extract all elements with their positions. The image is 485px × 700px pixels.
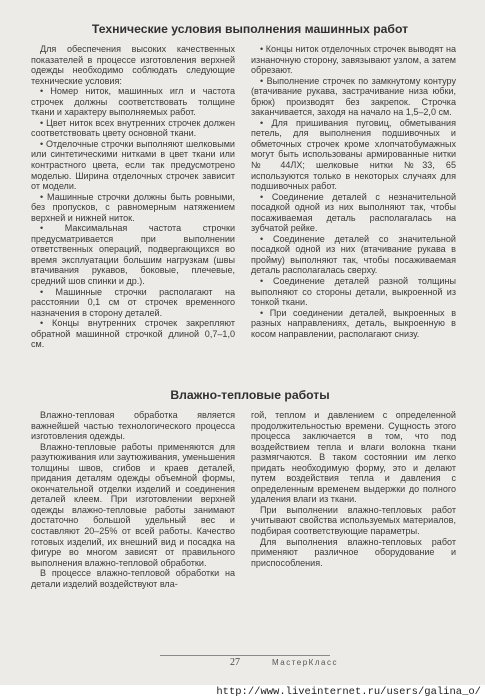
footer-rule <box>160 655 330 656</box>
column-2 <box>251 44 456 339</box>
paragraph: • Соединение деталей с незначительной посадкой одной из них выполняют так, чтобы посаживаемая деталь располагалась на зубчатой рейке. <box>251 191 456 234</box>
paragraph: • Номер ниток, машинных игл и частота строчек должны соответствовать толщине ткани и характеру выполняемых работ. <box>31 86 235 118</box>
paragraph: • Машинные строчки располагают на расстоянии 0,1 см от строчек временного назначения в сторону деталей. <box>31 286 235 318</box>
paragraph: Влажно-тепловые работы применяются для разутюживания или заутюживания, уменьшения толщины швов, сгибов и краев деталей, придания деталям одежды объемной формы, окончательной отделки изделий и соединения деталей клеем. При изготовлении верхней одежды влажно-тепловые работы занимают достаточно большой удельный вес и составляют 20–25% от всей работы. Качество готовых изделий, их внешний вид и посадка на фигуре во многом зависят от правильного выполнения влажно-тепловой обработки. <box>31 441 235 568</box>
paragraph: гой, теплом и давлением с определенной продолжительностью времени. Сущность этого процесса заключается в том, что под воздействием тепла и влаги волокна ткани размягчаются. В таком состоянии им легко придать необходимую форму, это и делают путем воздействия тепла и давления с определенным временем выдержки до полного удаления влаги из ткани. <box>251 410 456 505</box>
column-3 <box>31 410 235 589</box>
paragraph: • Машинные строчки должны быть ровными, без пропусков, с равномерным натяжением верхней и нижней ниток. <box>31 191 235 223</box>
paragraph: • При соединении деталей, выкроенных в разных направлениях, деталь, выкроенную в косом направлении, располагают снизу. <box>251 307 456 339</box>
paragraph: Влажно-тепловая обработка является важнейшей частью технологического процесса изготовления одежды. <box>31 410 235 442</box>
column-4 <box>251 410 456 568</box>
paragraph: • Выполнение строчек по замкнутому контуру (втачивание рукава, застрачивание низа юбки, брюк) производят без закрепок. Строчка заканчивается, заходя на начало на 1,5–2,0 см. <box>251 75 456 118</box>
section-heading-machine-work: Технические условия выполнения машинных работ <box>91 22 409 36</box>
paragraph: • Цвет ниток всех внутренних строчек должен соответствовать цвету основной ткани. <box>31 117 235 139</box>
paragraph: • Отделочные строчки выполняют шелковыми или синтетическими нитками в цвет ткани или контрастного цвета, если так предусмотрено моделью. Ширина отделочных строчек зависит от модели. <box>31 138 235 192</box>
magazine-brand: МастерКласс <box>272 658 338 667</box>
section-heading-wet-heat-work: Влажно-тепловые работы <box>170 388 330 402</box>
paragraph: При выполнении влажно-тепловых работ учитывают свойства используемых материалов, подбирая соответствующие параметры. <box>251 504 456 537</box>
paragraph: В процессе влажно-тепловой обработки на детали изделий воздействуют вла- <box>31 568 235 589</box>
paragraph: • Для пришивания пуговиц, обметывания петель, для выполнения подшивочных и обметочных строчек кроме хлопчатобумажных могут быть использованы армированные нитки № 44ЛХ; шелковые нитки №33, 65 используются только в некоторых случаях для подшивочных работ. <box>251 117 456 192</box>
paragraph: • Соединение деталей разной толщины выполняют со стороны детали, выкроенной из тонкой ткани. <box>251 276 456 308</box>
source-watermark: http://www.liveinternet.ru/users/galina_o/ <box>0 685 485 700</box>
paragraph: • Концы внутренних строчек закрепляют обратной машинной строчкой длиной 0,7–1,0 см. <box>31 318 235 350</box>
paragraph: • Максимальная частота строчки предусматривается при выполнении ответственных операций, подвергающихся во время эксплуатации большим нагрузкам (швы втачивания рукавов, боковые, плечевые, средний шов спинки и др.). <box>31 223 235 287</box>
paragraph: • Концы ниток отделочных строчек выводят на изнаночную сторону, завязывают узлом, а затем обрезают. <box>251 44 456 76</box>
page-number: 27 <box>230 657 240 668</box>
paragraph: • Соединение деталей со значительной посадкой одной из них (втачивание рукава в пройму) выполняют так, чтобы посаживаемая деталь располагалась сверху. <box>251 233 456 276</box>
paragraph: Для обеспечения высоких качественных показателей в процессе изготовления верхней одежды необходимо соблюдать следующие технические условия: <box>31 44 235 86</box>
column-1 <box>31 44 235 350</box>
paragraph: Для выполнения влажно-тепловых работ применяют различное оборудование и приспособления. <box>251 536 456 568</box>
